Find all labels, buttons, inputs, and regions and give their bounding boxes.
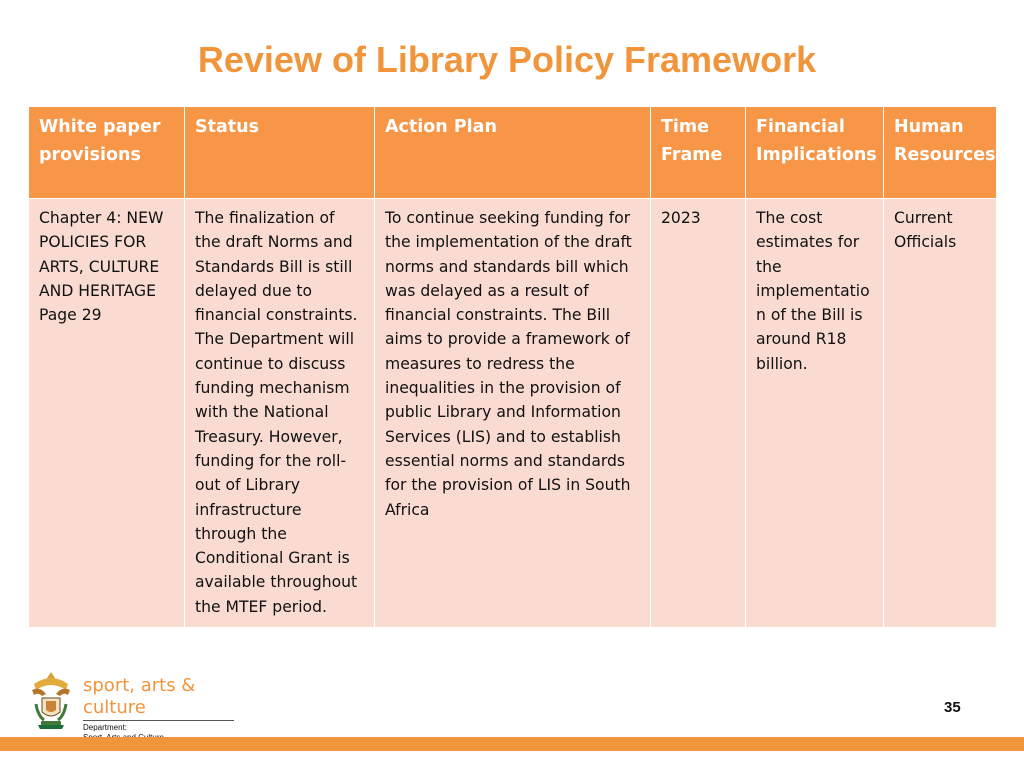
cell-provision: Chapter 4: NEW POLICIES FOR ARTS, CULTURE AND HERITAGE Page 29 — [29, 199, 185, 628]
dept-label: Department: — [83, 723, 128, 732]
policy-table — [28, 106, 997, 628]
header-status: Status — [185, 107, 375, 199]
table-header-row — [29, 107, 997, 199]
page-number: 35 — [944, 699, 961, 716]
table-row — [29, 199, 997, 628]
cell-time-frame: 2023 — [651, 199, 746, 628]
brand-divider — [83, 720, 234, 721]
cell-status: The finalization of the draft Norms and Standards Bill is still delayed due to financial constraints. The Department will continue to discuss funding mechanism with the National Treasury. However, funding for the roll-out of Library infrastructure through the Conditional Grant is available throughout the MTEF period. — [185, 199, 375, 628]
bottom-accent-bar — [0, 737, 1024, 751]
coat-of-arms-icon — [26, 668, 76, 732]
cell-action-plan: To continue seeking funding for the implementation of the draft norms and standards bill which was delayed as a result of financial constraints. The Bill aims to provide a framework of measures to redress the inequalities in the provision of public Library and Information Services (LIS) and to establish essential norms and standards for the provision of LIS in South Africa — [375, 199, 651, 628]
cell-human-resources: Current Officials — [884, 199, 997, 628]
header-human-resources: Human Resources — [884, 107, 997, 199]
header-financial-implications: Financial Implications — [746, 107, 884, 199]
cell-financial-implications: The cost estimates for the implementation of the Bill is around R18 billion. — [746, 199, 884, 628]
department-logo — [26, 668, 246, 732]
brand-name: sport, arts & culture — [83, 675, 196, 718]
header-time-frame: Time Frame — [651, 107, 746, 199]
header-action-plan: Action Plan — [375, 107, 651, 199]
slide-title: Review of Library Policy Framework — [197, 39, 817, 80]
header-white-paper-provisions: White paper provisions — [29, 107, 185, 199]
